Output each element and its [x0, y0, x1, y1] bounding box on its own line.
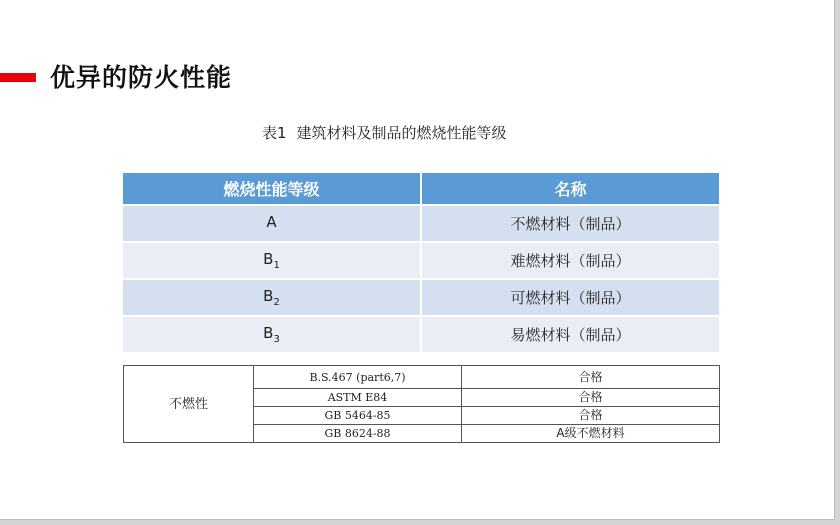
grade-name-cell: 可燃材料（制品） [421, 279, 719, 316]
table-row [123, 316, 719, 352]
grade-table-header [123, 173, 719, 205]
grade-name-cell: 不燃材料（制品） [421, 205, 719, 242]
title-accent-bar [0, 73, 36, 82]
standard-cell: GB 8624-88 [254, 425, 462, 443]
grade-name-cell: 难燃材料（制品） [421, 242, 719, 279]
category-cell: 不燃性 [124, 366, 254, 443]
slide-title: 优异的防火性能 [50, 63, 233, 92]
caption-number: 表1 [262, 124, 287, 142]
table-row [124, 366, 720, 389]
header-grade: 燃烧性能等级 [123, 173, 421, 205]
grade-cell: $B_1$ [123, 242, 421, 279]
caption-text: 建筑材料及制品的燃烧性能等级 [296, 124, 507, 142]
grade-name-cell: 易燃材料（制品） [421, 316, 719, 352]
grade-cell: A [123, 205, 421, 242]
result-cell: 合格 [462, 366, 720, 389]
result-cell: A级不燃材料 [462, 425, 720, 443]
standards-table [123, 365, 720, 443]
standard-cell: ASTM E84 [254, 389, 462, 407]
result-cell: 合格 [462, 407, 720, 425]
grade-table [123, 173, 719, 352]
table-caption [262, 122, 507, 143]
table-row [123, 242, 719, 279]
standard-cell: GB 5464-85 [254, 407, 462, 425]
result-cell: 合格 [462, 389, 720, 407]
grade-cell: $B_3$ [123, 316, 421, 352]
table-row [123, 279, 719, 316]
grade-cell: $B_2$ [123, 279, 421, 316]
header-name: 名称 [421, 173, 719, 205]
table-row [123, 205, 719, 242]
standard-cell: B.S.467 (part6,7) [254, 366, 462, 389]
